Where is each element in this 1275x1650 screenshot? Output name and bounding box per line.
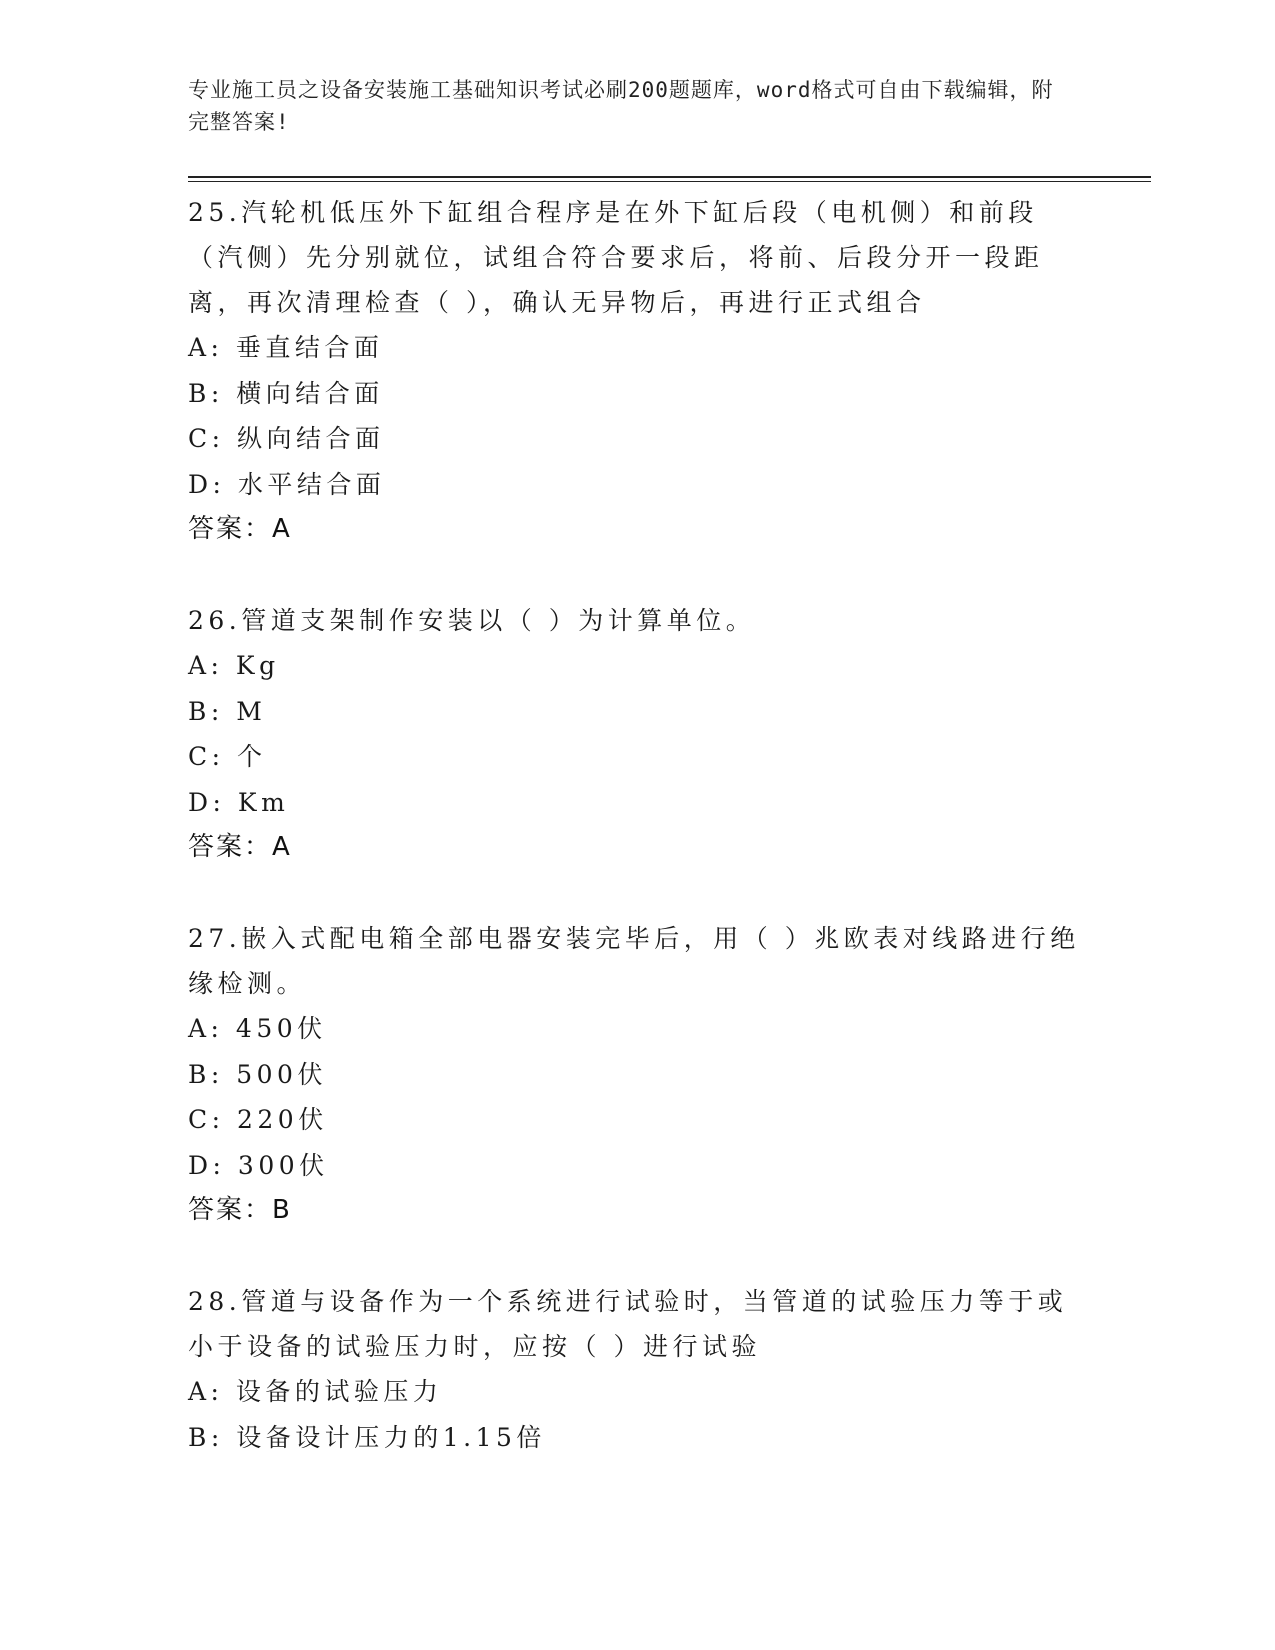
option-c: C: 个 bbox=[188, 742, 267, 771]
question-stem: 26.管道支架制作安装以（ ）为计算单位。 bbox=[188, 606, 756, 635]
option-a: A: 垂直结合面 bbox=[188, 333, 384, 362]
option-b: B: 设备设计压力的1.15倍 bbox=[188, 1422, 546, 1452]
question-26 bbox=[188, 598, 1088, 870]
header-divider bbox=[188, 176, 1151, 178]
document-header: 专业施工员之设备安装施工基础知识考试必刷200题题库，word格式可自由下载编辑，附完整答案! bbox=[188, 78, 1054, 134]
option-a: A: Kg bbox=[188, 651, 280, 680]
question-stem: 28.管道与设备作为一个系统进行试验时，当管道的试验压力等于或小于设备的试验压力时，应按（ ）进行试验 bbox=[188, 1287, 1068, 1361]
option-d: D: 300伏 bbox=[188, 1150, 329, 1180]
option-b: B: 500伏 bbox=[188, 1059, 327, 1089]
option-a: A: 450伏 bbox=[188, 1014, 327, 1043]
option-c: C: 纵向结合面 bbox=[188, 424, 385, 453]
answer-line: 答案：A bbox=[188, 832, 292, 862]
question-28 bbox=[188, 1279, 1088, 1460]
question-stem: 25.汽轮机低压外下缸组合程序是在外下缸后段（电机侧）和前段（汽侧）先分别就位，试组合符合要求后，将前、后段分开一段距离，再次清理检查（ ），确认无异物后，再进行正式组合 bbox=[188, 198, 1044, 317]
question-27 bbox=[188, 916, 1088, 1233]
option-d: D: 水平结合面 bbox=[188, 469, 386, 499]
option-c: C: 220伏 bbox=[188, 1105, 328, 1134]
option-b: B: M bbox=[188, 696, 267, 726]
option-d: D: Km bbox=[188, 787, 290, 817]
answer-line: 答案：A bbox=[188, 514, 292, 544]
question-stem: 27.嵌入式配电箱全部电器安装完毕后，用（ ）兆欧表对线路进行绝缘检测。 bbox=[188, 924, 1080, 998]
header-divider-thin bbox=[188, 181, 1151, 182]
answer-line: 答案：B bbox=[188, 1195, 292, 1225]
option-a: A: 设备的试验压力 bbox=[188, 1377, 443, 1406]
option-b: B: 横向结合面 bbox=[188, 378, 384, 408]
question-list bbox=[188, 190, 1088, 1506]
question-25 bbox=[188, 190, 1088, 552]
